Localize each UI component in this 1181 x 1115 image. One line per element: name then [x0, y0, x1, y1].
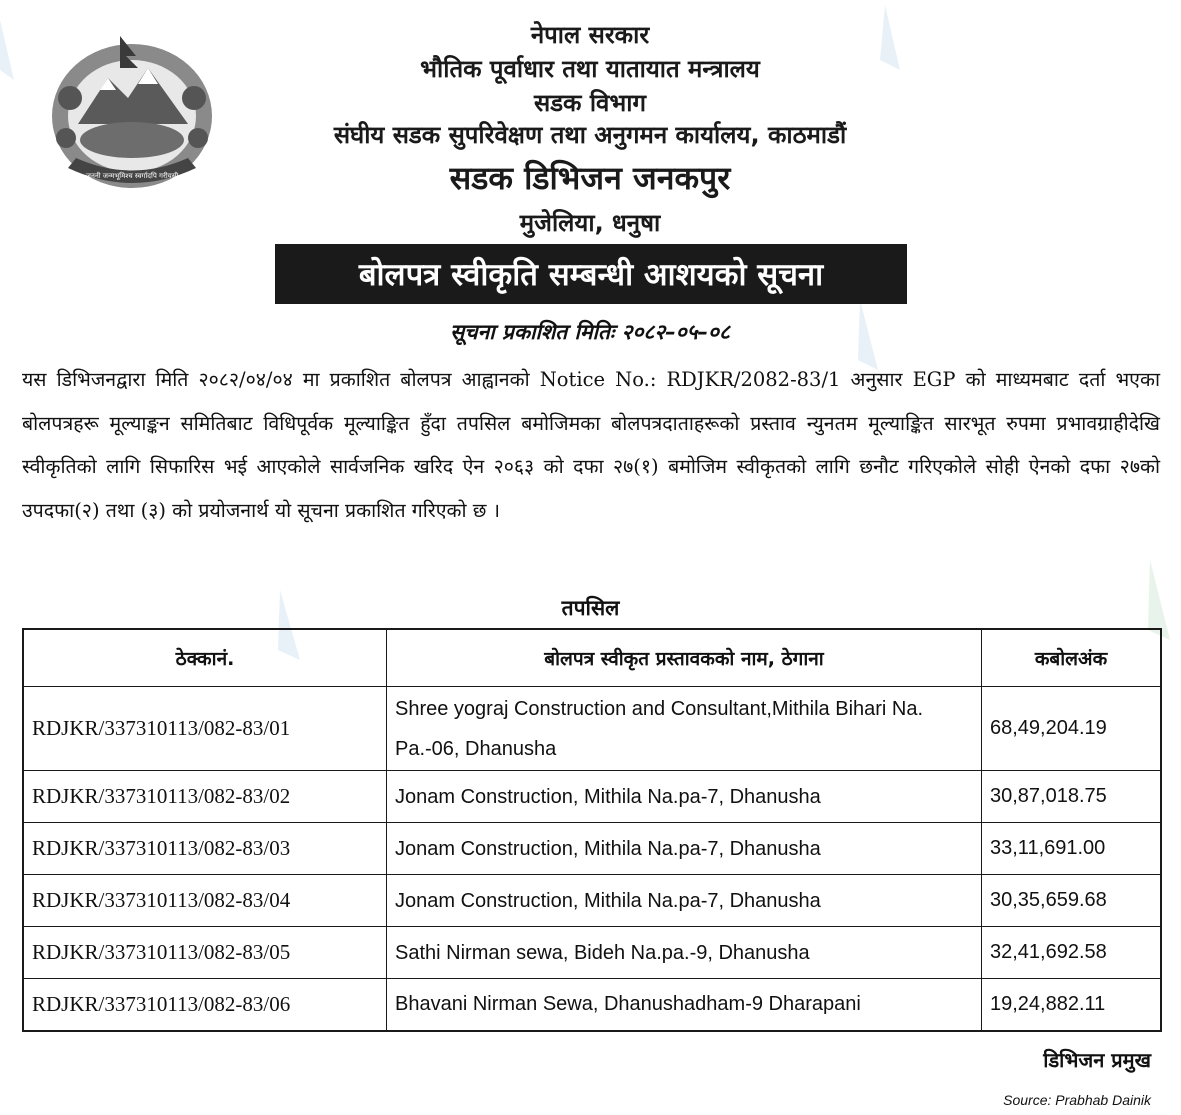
- bid-amount: 32,41,692.58: [982, 927, 1162, 979]
- contract-no: RDJKR/337310113/082-83/03: [23, 823, 387, 875]
- notice-body: यस डिभिजनद्वारा मिति २०८२/०४/०४ मा प्रकाशित बोलपत्र आह्वानको Notice No.: RDJKR/2082-83/1 अनुसार EGP को माध्यमबाट दर्ता भएका बोलपत्रहरू मूल्याङ्कन समितिबाट विधिपूर्वक मूल्याङ्कित हुँदा तपसिल बमोजिमका बोलपत्रदाताहरूको प्रस्ताव न्युनतम मूल्याङ्कित सारभूत रुपमा प्रभावग्राहीदेखि स्वीकृतिको लागि सिफारिस भई आएकोले सार्वजनिक खरिद ऐन २०६३ को दफा २७(१) बमोजिम स्वीकृतको लागि छनौट गरिएकोले सोही ऐनको दफा २७को उपदफा(२) तथा (३) को प्रयोजनार्थ यो सूचना प्रकाशित गरिएको छ ।: [22, 368, 1160, 522]
- table-header-row: [23, 629, 1161, 687]
- contract-no: RDJKR/337310113/082-83/06: [23, 979, 387, 1031]
- header-department: सडक विभाग: [533, 89, 646, 117]
- nepal-emblem-icon: [38, 28, 226, 196]
- header-government: नेपाल सरकार: [530, 21, 650, 49]
- bid-amount: 30,87,018.75: [982, 771, 1162, 823]
- bidder-name: Bhavani Nirman Sewa, Dhanushadham-9 Dharapani: [387, 979, 982, 1031]
- header-bidder: बोलपत्र स्वीकृत प्रस्तावकको नाम, ठेगाना: [387, 629, 982, 687]
- header-amount: कबोलअंक: [982, 629, 1162, 687]
- bidder-name: Jonam Construction, Mithila Na.pa-7, Dhanusha: [387, 823, 982, 875]
- table-row: [23, 823, 1161, 875]
- table-row: [23, 687, 1161, 771]
- header-ministry: भौतिक पूर्वाधार तथा यातायात मन्त्रालय: [420, 55, 760, 83]
- contract-no: RDJKR/337310113/082-83/01: [23, 687, 387, 771]
- header-contract-no: ठेक्कानं.: [23, 629, 387, 687]
- bid-amount: 30,35,659.68: [982, 875, 1162, 927]
- award-table: [22, 628, 1162, 1032]
- contract-no: RDJKR/337310113/082-83/02: [23, 771, 387, 823]
- bidder-name: Sathi Nirman sewa, Bideh Na.pa.-9, Dhanusha: [387, 927, 982, 979]
- schedule-title: तपसिल: [561, 596, 620, 620]
- contract-no: RDJKR/337310113/082-83/05: [23, 927, 387, 979]
- contract-no: RDJKR/337310113/082-83/04: [23, 875, 387, 927]
- signature-title: डिभिजन प्रमुख: [1043, 1048, 1151, 1072]
- table-row: [23, 875, 1161, 927]
- header-office: संघीय सडक सुपरिवेक्षण तथा अनुगमन कार्यालय, काठमाडौं: [333, 121, 847, 149]
- notice-title: बोलपत्र स्वीकृति सम्बन्धी आशयको सूचना: [275, 244, 907, 304]
- header-division: सडक डिभिजन जनकपुर: [449, 159, 731, 197]
- bid-amount: 19,24,882.11: [982, 979, 1162, 1031]
- published-date: सूचना प्रकाशित मितिः २०८२–०५–०८: [450, 320, 730, 344]
- bidder-name: Shree yograj Construction and Consultant,Mithila Bihari Na. Pa.-06, Dhanusha: [387, 687, 982, 771]
- source-credit: Source: Prabhab Dainik: [1003, 1092, 1151, 1108]
- table-row: [23, 927, 1161, 979]
- bid-amount: 68,49,204.19: [982, 687, 1162, 771]
- bidder-name: Jonam Construction, Mithila Na.pa-7, Dhanusha: [387, 771, 982, 823]
- table-row: [23, 771, 1161, 823]
- emblem-caption: जननी जन्मभूमिश्च स्वर्गादपि गरीयसी: [85, 172, 179, 180]
- bid-amount: 33,11,691.00: [982, 823, 1162, 875]
- bidder-name: Jonam Construction, Mithila Na.pa-7, Dhanusha: [387, 875, 982, 927]
- table-row: [23, 979, 1161, 1031]
- header-location: मुजेलिया, धनुषा: [519, 209, 661, 237]
